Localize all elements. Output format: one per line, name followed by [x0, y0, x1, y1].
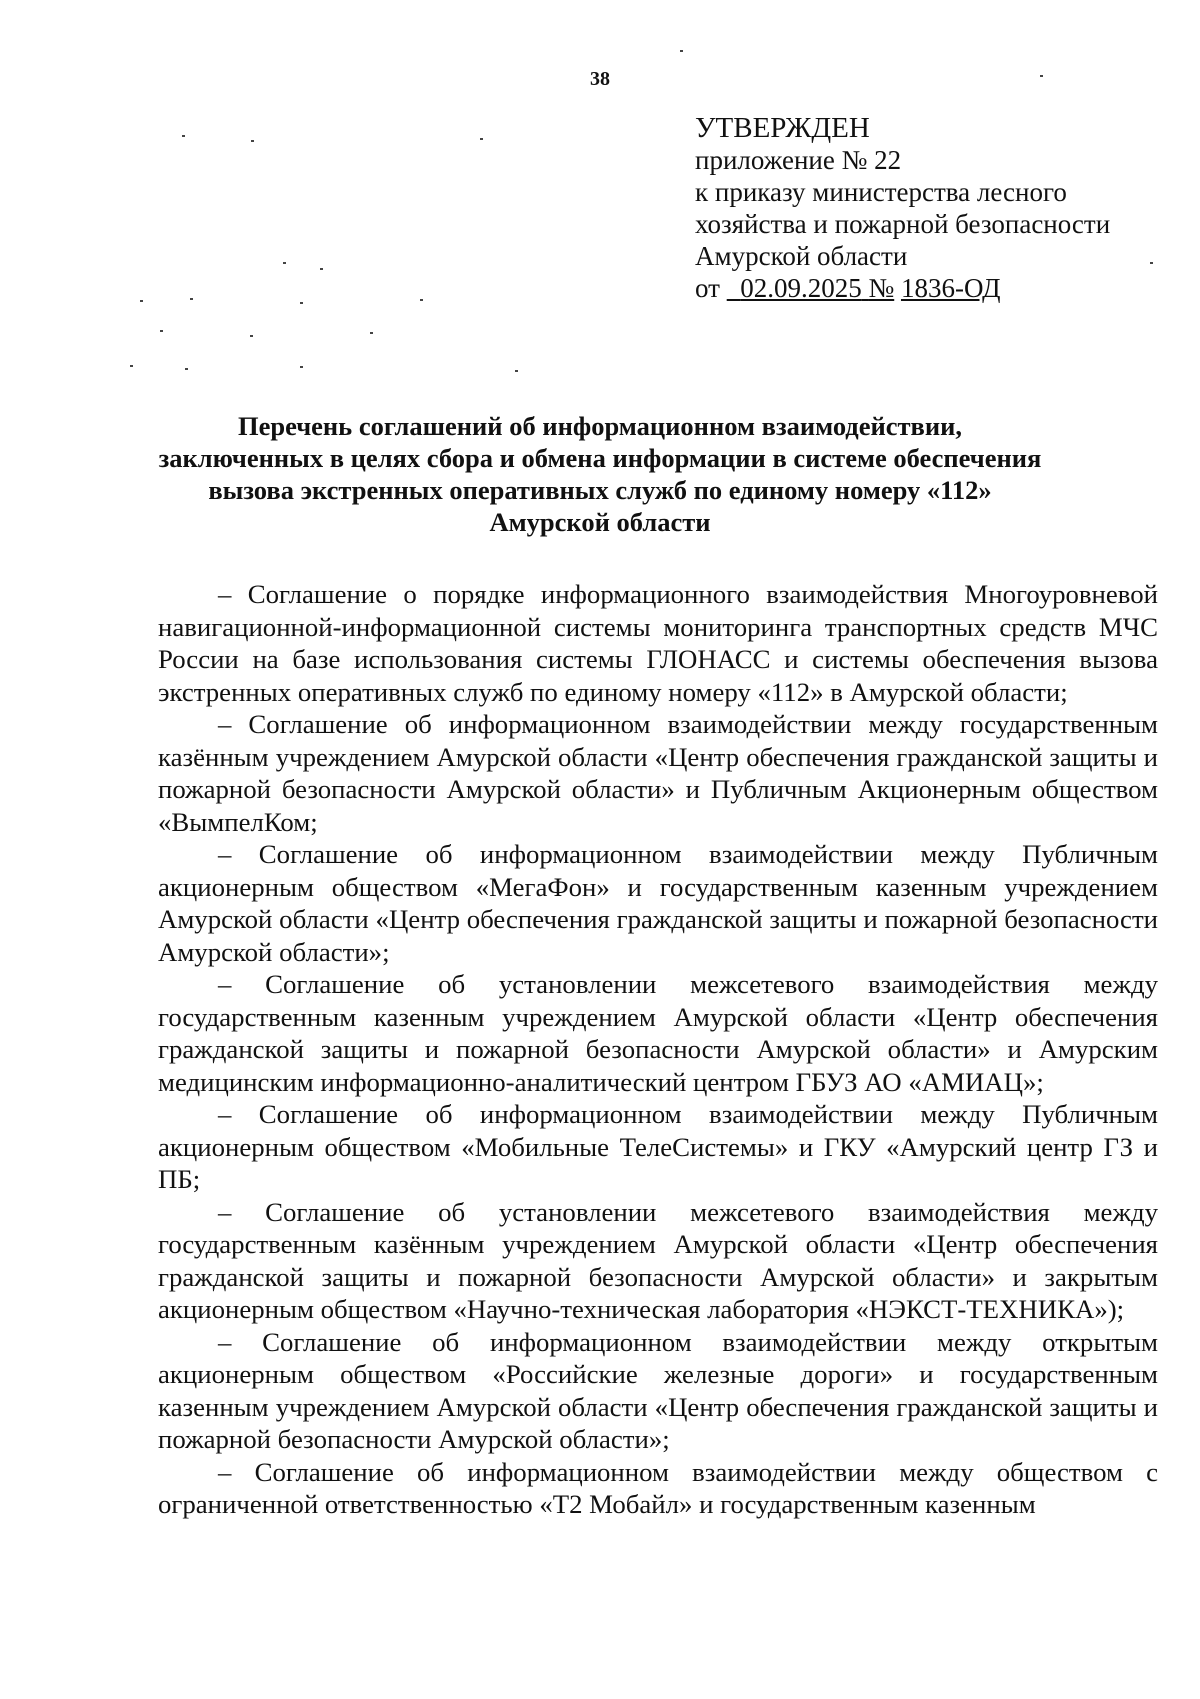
approval-heading: УТВЕРЖДЕН: [695, 112, 870, 144]
agreement-item: – Соглашение об информационном взаимодействии между государственным казённым учреждением Амурской области «Центр обеспечения гражданской защиты и пожарной безопасности Амурской области» и Публичным Акционерным обществом «ВымпелКом;: [158, 709, 1158, 837]
approval-number-label: №: [868, 273, 895, 303]
agreement-item: – Соглашение об установлении межсетевого взаимодействия между государственным казенным учреждением Амурской области «Центр обеспечения гражданской защиты и пожарной безопасности Амурской области» и Амурским медицинским информационно-аналитический центром ГБУЗ АО «АМИАЦ»;: [158, 969, 1158, 1097]
document-title: [90, 410, 1110, 538]
approval-stamp: [695, 112, 1165, 304]
title-line-3: вызова экстренных оперативных служб по единому номеру «112»: [208, 475, 992, 505]
approval-line-1: к приказу министерства лесного: [695, 177, 1067, 207]
agreement-item: – Соглашение о порядке информационного взаимодействия Многоуровневой навигационной-информационной системы мониторинга транспортных средств МЧС России на базе использования системы ГЛОНАСС и системы обеспечения вызова экстренных оперативных служб по единому номеру «112» в Амурской области;: [158, 579, 1158, 707]
approval-date: 02.09.2025: [740, 273, 862, 303]
page-number: 38: [590, 68, 610, 90]
approval-order-line: [695, 272, 1165, 304]
approval-line-2: хозяйства и пожарной безопасности: [695, 209, 1111, 239]
agreement-item: – Соглашение об информационном взаимодействии между Публичным акционерным обществом «Мобильные ТелеСистемы» и ГКУ «Амурский центр ГЗ и ПБ;: [158, 1099, 1158, 1194]
approval-line-3: Амурской области: [695, 241, 908, 271]
agreement-item: – Соглашение об установлении межсетевого взаимодействия между государственным казённым учреждением Амурской области «Центр обеспечения гражданской защиты и пожарной безопасности Амурской области» и закрытым акционерным обществом «Научно-техническая лаборатория «НЭКСТ-ТЕХНИКА»);: [158, 1196, 1158, 1324]
title-line-2: заключенных в целях сбора и обмена информации в системе обеспечения: [158, 443, 1042, 473]
approval-from-label: от: [695, 273, 720, 303]
approval-appendix: приложение № 22: [695, 145, 902, 175]
agreement-item: – Соглашение об информационном взаимодействии между Публичным акционерным обществом «МегаФон» и государственным казенным учреждением Амурской области «Центр обеспечения гражданской защиты и пожарной безопасности Амурской области»;: [158, 839, 1158, 967]
title-line-1: Перечень соглашений об информационном взаимодействии,: [237, 411, 962, 441]
agreement-item: – Соглашение об информационном взаимодействии между открытым акционерным обществом «Российские железные дороги» и государственным казенным учреждением Амурской области «Центр обеспечения гражданской защиты и пожарной безопасности Амурской области»;: [158, 1326, 1158, 1454]
approval-number: 1836-ОД: [900, 273, 1001, 303]
agreement-item: – Соглашение об информационном взаимодействии между обществом с ограниченной ответственностью «Т2 Мобайл» и государственным казенным: [158, 1456, 1158, 1519]
title-line-4: Амурской области: [489, 507, 711, 537]
agreements-list: [158, 578, 1158, 1521]
